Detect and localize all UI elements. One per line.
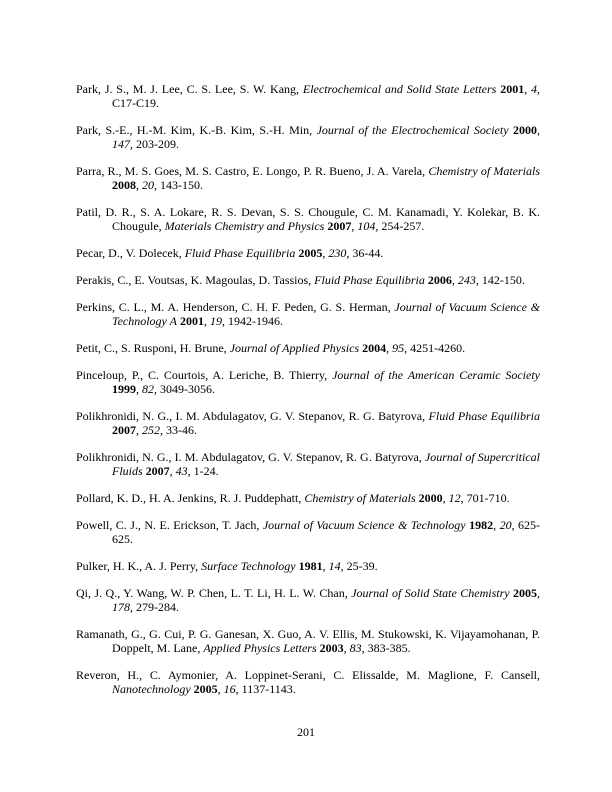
reference-text-segment: , 279-284. [130,600,179,614]
reference-text-segment: , 254-257. [375,219,425,233]
reference-text-segment: Applied Physics Letters [203,641,317,655]
reference-text-segment: 16 [223,682,236,696]
reference-text-segment: , 203-209. [130,137,179,151]
reference-entry [76,273,540,287]
reference-text-segment: , 3049-3056. [154,382,215,396]
reference-text-segment: 2001 [180,314,204,328]
reference-entry [76,123,540,151]
reference-text-segment: , [322,559,329,573]
reference-text-segment: 95 [392,341,405,355]
reference-text-segment: Journal of the American Ceramic Society [332,368,541,382]
reference-text-segment: 2005 [193,682,218,696]
reference-text-segment: , 701-710. [460,491,510,505]
reference-text-segment: 83 [349,641,362,655]
reference-text-segment: Journal of Vacuum Science & Technology [262,518,466,532]
reference-entry [76,82,540,110]
reference-text-segment: 2007 [112,423,136,437]
reference-text-segment: Ramanath, G., G. Cui, P. G. Ganesan, X. Guo, A. V. Ellis, M. Stukowski, K. Vijayamohanan, P. Doppelt, M. Lane, [76,627,540,655]
reference-text-segment: , [136,423,142,437]
reference-text-segment: , 4251-4260. [404,341,466,355]
reference-text-segment: Powell, C. J., N. E. Erickson, T. Jach, [76,518,263,532]
reference-text-segment: , [169,464,176,478]
reference-text-segment: 2008 [112,178,136,192]
reference-text-segment: Pollard, K. D., H. A. Jenkins, R. J. Puddephatt, [76,491,305,505]
reference-text-segment: Journal of Supercritical Fluids [112,450,541,478]
reference-text-segment: Fluid Phase Equilibria [184,246,296,260]
reference-text-segment: 178 [112,600,130,614]
reference-text-segment: , [204,314,210,328]
reference-text-segment: 230 [328,246,347,260]
reference-text-segment: , [524,82,532,96]
reference-text-segment: Patil, D. R., S. A. Lokare, R. S. Devan, S. S. Chougule, C. M. Kanamadi, Y. Kolekar, B. K. Chougule, [76,205,540,233]
reference-text-segment: Polikhronidi, N. G., I. M. Abdulagatov, G. V. Stepanov, R. G. Batyrova, [76,450,425,464]
reference-text-segment: 19 [210,314,222,328]
reference-text-segment: 2005 [513,586,538,600]
reference-text-segment: Chemistry of Materials [304,491,416,505]
reference-text-segment: , [322,246,329,260]
reference-text-segment: 2003 [319,641,344,655]
reference-text-segment: Journal of the Electrochemical Society [316,123,509,137]
reference-text-segment: , [537,123,540,137]
reference-text-segment: , [343,641,350,655]
reference-text-segment: , [351,219,358,233]
reference-text-segment: 1999 [112,382,136,396]
reference-entry [76,518,540,546]
reference-text-segment: Perakis, C., E. Voutsas, K. Magoulas, D. Tassios, [76,273,315,287]
reference-entry [76,668,540,696]
reference-text-segment: , [493,518,500,532]
page-number: 201 [297,725,315,739]
reference-text-segment: , 625-625. [112,518,541,546]
reference-entry [76,164,540,192]
reference-text-segment: 104 [357,219,376,233]
reference-text-segment: 14 [328,559,341,573]
reference-text-segment: , [442,491,449,505]
reference-text-segment: Pinceloup, P., C. Courtois, A. Leriche, B. Thierry, [76,368,333,382]
reference-text-segment: Parra, R., M. S. Goes, M. S. Castro, E. Longo, P. R. Bueno, J. A. Varela, [76,164,429,178]
reference-text-segment: 2007 [145,464,170,478]
reference-entry [76,559,540,573]
reference-text-segment: 1981 [298,559,323,573]
reference-text-segment: , 142-150. [475,273,525,287]
reference-text-segment: Perkins, C. L., M. A. Henderson, C. H. F. Peden, G. S. Herman, [76,300,395,314]
reference-entry [76,491,540,505]
reference-text-segment: Qi, J. Q., Y. Wang, W. P. Chen, L. T. Li, H. L. W. Chan, [76,586,352,600]
reference-text-segment: , [537,586,541,600]
reference-text-segment: , 25-39. [340,559,378,573]
reference-text-segment: , 1942-1946. [222,314,283,328]
reference-entry [76,205,540,233]
reference-text-segment: Pulker, H. K., A. J. Perry, [76,559,202,573]
reference-text-segment: 2001 [500,82,525,96]
reference-text-segment: Chemistry of Materials [428,164,540,178]
reference-text-segment: Journal of Vacuum Science & Technology A [112,300,540,328]
reference-text-segment: , 36-44. [346,246,384,260]
reference-text-segment: 2004 [362,341,387,355]
reference-text-segment: Journal of Applied Physics [229,341,360,355]
reference-entry [76,627,540,655]
reference-text-segment: Journal of Solid State Chemistry [351,586,510,600]
reference-text-segment: 82 [142,382,154,396]
reference-text-segment: , [136,382,142,396]
reference-text-segment: 2007 [327,219,352,233]
reference-entry [76,246,540,260]
reference-text-segment: 2000 [418,491,443,505]
reference-text-segment: Nanotechnology [112,682,191,696]
reference-text-segment: Polikhronidi, N. G., I. M. Abdulagatov, G. V. Stepanov, R. G. Batyrova, [76,409,429,423]
reference-text-segment: Park, S.-E., H.-M. Kim, K.-B. Kim, S.-H. Min, [76,123,317,137]
reference-entry [76,409,540,437]
reference-text-segment: 4 [531,82,538,96]
reference-entry [76,341,540,355]
references-list [76,82,540,709]
reference-text-segment: 243 [457,273,476,287]
reference-text-segment: , 1-24. [187,464,219,478]
reference-text-segment: , 1137-1143. [235,682,296,696]
reference-text-segment: 1982 [469,518,494,532]
reference-text-segment: Surface Technology [201,559,296,573]
reference-text-segment: Pecar, D., V. Dolecek, [76,246,185,260]
reference-text-segment: , [136,178,142,192]
reference-text-segment: , [386,341,393,355]
reference-text-segment: Fluid Phase Equilibria [314,273,425,287]
reference-text-segment: , C17-C19. [112,82,541,110]
reference-text-segment: , 383-385. [361,641,411,655]
reference-text-segment: 147 [112,137,130,151]
reference-entry [76,300,540,328]
reference-entry [76,450,540,478]
reference-text-segment: 252 [142,423,160,437]
reference-text-segment: , 143-150. [154,178,203,192]
reference-text-segment: 20 [142,178,154,192]
reference-text-segment: 20 [499,518,512,532]
reference-text-segment: 2006 [427,273,452,287]
reference-text-segment: Fluid Phase Equilibria [428,409,541,423]
reference-text-segment: 2000 [513,123,537,137]
reference-text-segment: 43 [175,464,188,478]
reference-text-segment: 2005 [298,246,323,260]
reference-entry [76,368,540,396]
reference-text-segment: Electrochemical and Solid State Letters [302,82,497,96]
reference-text-segment: , [217,682,224,696]
reference-text-segment: , 33-46. [160,423,197,437]
reference-text-segment: Petit, C., S. Rusponi, H. Brune, [76,341,230,355]
reference-text-segment: Park, J. S., M. J. Lee, C. S. Lee, S. W. Kang, [76,82,303,96]
reference-text-segment: Materials Chemistry and Physics [164,219,325,233]
reference-text-segment: Reveron, H., C. Aymonier, A. Loppinet-Serani, C. Elissalde, M. Maglione, F. Cansell, [76,668,540,682]
reference-text-segment: 12 [448,491,461,505]
reference-text-segment: , [451,273,458,287]
reference-entry [76,586,540,614]
